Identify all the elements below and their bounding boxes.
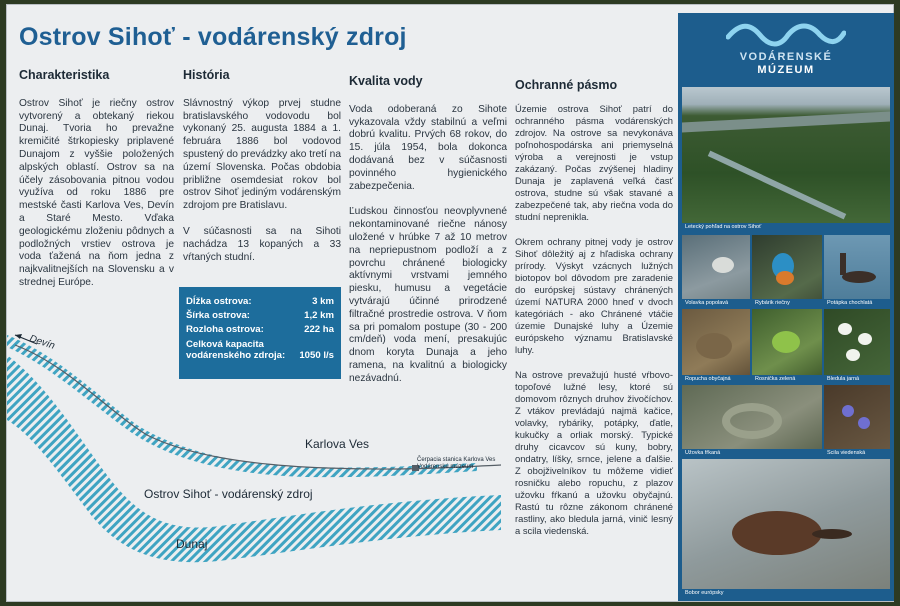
column-paragraph: Na ostrove prevažujú husté vŕbovo-topoľové lužné lesy, ktoré sú domovom rôznych druhov živočíchov. Z vtákov prevládajú najmä kačice, volavky, rybáriky, potápky, ďatle, kukučky a orliak morský. Typické druhy cicavcov sú kuny, bobry, ondatry, líšky, srnce, jelene a ďalšie. Z obojživelníkov tu môžeme vidieť rosničku alebo ropuchu, z plazov užovku fŕkanú a užovku obyčajnú. Rastú tu rôzne zákonom chránené rastliny, ako bledula jarná, vinič lesný a scila viedenská. (515, 369, 673, 536)
wave-logo-icon (726, 21, 846, 47)
column-paragraph: Ľudskou činnosťou neovplyvnené nekontaminované riečne nánosy uložené v hrúbke 7 až 10 metrov na nepriepustnom podloží a z povrchu chránené biologicky aktívnymi vrstvami jemného piesku, humusu a vegetácie vytvárajú účinné prirodzené filtračné prostredie ostrova. V ňom sa pri pomalom postupe (30 - 200 cm/deň) voda mení, presakujúc dnom koryta Dunaja a jeho ramena, na kvalitnú a biologicky nezávadnú. (349, 206, 507, 384)
photo-caption: Letecký pohľad na ostrov Sihoť (685, 224, 762, 230)
logo-line2: MÚZEUM (757, 64, 815, 76)
photo-heron (682, 235, 750, 307)
map-label-dunaj: Dunaj (176, 537, 208, 551)
map-label-karlova-ves: Karlova Ves (305, 437, 370, 451)
stat-label: Dĺžka ostrova: (186, 296, 252, 307)
board-title: Ostrov Sihoť - vodárenský zdroj (19, 23, 407, 51)
photo-caption: Bledula jarná (827, 376, 860, 382)
stat-length (186, 295, 334, 309)
column-paragraph: Voda odoberaná zo Sihote vykazovala vždy stabilnú a veľmi dobrú kvalitu. Prvých 68 rokov, do 15. júla 1954, bola dokonca dodávaná bez v súčasnosti povinného hygienického zabezpečenia. (349, 103, 507, 192)
stat-width (186, 309, 334, 323)
column-paragraph: Ostrov Sihoť je riečny ostrov vytvorený a obtekaný riekou Dunaj. Tvoria ho prevažne kremičité štrkopiesky priplavené Dunajom z vyššie položených alpských oblastí. Ostrov sa na účely zásobovania pitnou vodou využíva od roku 1886 pre mestské časti Karlova Ves, Devín a Staré Mesto. Vďaka geologickému zloženiu pôdnych a podložných vrstiev ostrova je voda ťažená na ňom jedna z najkvalitnejších na Slovensku a v strednej Európe. (19, 97, 174, 288)
photo-beaver (682, 459, 890, 597)
photo-tree-frog (752, 309, 822, 383)
stat-label: Rozloha ostrova: (186, 324, 264, 335)
photo-caption: Rosnička zelená (755, 376, 796, 382)
photo-sidebar (678, 13, 894, 601)
photo-caption: Ropucha obyčajná (685, 376, 731, 382)
column-history (183, 69, 341, 277)
stat-value: 3 km (312, 296, 334, 307)
column-protection-zone (515, 79, 673, 550)
photo-grebe (824, 235, 890, 307)
photo-dice-snake (682, 385, 822, 457)
map-label-devin: Devín (27, 333, 57, 352)
column-heading: Charakteristika (19, 68, 110, 82)
map-label-island: Ostrov Sihoť - vodárenský zdroj (144, 487, 313, 501)
column-paragraph: Územie ostrova Sihoť patrí do ochranného pásma vodárenských zdrojov. Na ostrove sa nevykonáva poľnohospodárska ani priemyselná výroba a verejnosti je vstup zakázaný. Počas zvýšenej hladiny Dunaja je zaplavená veľká časť ostrova, studne sú však stavané a zabezpečené tak, aby riečna voda do studní neprenikla. (515, 103, 673, 222)
photo-scilla (824, 385, 890, 457)
photo-caption: Užovka fŕkaná (685, 450, 721, 456)
map-label-station: Čerpacia stanica Karlova Ves Vodárenské múzeum (417, 457, 496, 470)
logo-line1: VODÁRENSKÉ (739, 51, 833, 63)
column-paragraph: Okrem ochrany pitnej vody je ostrov Sihoť dôležitý aj z hľadiska ochrany prírody. Výskyt vzácnych lužných biotopov bol dôvodom pre zaradenie do európskej sústavy chránených území NATURA 2000 hneď v dvoch kategóriách - ako Chránené vtáčie územie Dunajské luhy a Územie európskeho významu Bratislavské luhy. (515, 236, 673, 355)
photo-kingfisher (752, 235, 822, 307)
photo-snowflake (824, 309, 890, 383)
photo-caption: Potápka chochlatá (827, 300, 873, 306)
stat-label: Šírka ostrova: (186, 310, 250, 321)
stat-label: Celková kapacita vodárenského zdroja: (186, 339, 286, 361)
stat-value: 1,2 km (304, 310, 334, 321)
column-heading: Ochranné pásmo (515, 78, 618, 92)
photo-aerial-view (682, 87, 890, 231)
column-heading: História (183, 68, 230, 82)
column-heading: Kvalita vody (349, 74, 423, 88)
column-paragraph: V súčasnosti sa na Sihoti nachádza 13 kopaných a 33 vŕtaných studní. (183, 225, 341, 263)
photo-caption: Bobor európsky (685, 590, 724, 596)
photo-caption: Scila viedenská (827, 450, 866, 456)
photo-caption: Volavka popolavá (685, 300, 729, 306)
information-board (6, 4, 894, 602)
column-characteristics (19, 69, 174, 303)
photo-toad (682, 309, 750, 383)
photo-caption: Rybárik riečny (755, 300, 790, 306)
stat-value: 222 ha (304, 324, 334, 335)
column-paragraph: Slávnostný výkop prvej studne bratislavského vodovodu bol vykonaný 25. augusta 1884 a 1. februára 1886 bol vodovod spustený do prevádzky ako tretí na území Slovenska. Počas obdobia približne osemdesiat rokov bol ostrov Sihoť jediným vodárenským zdrojom pre Bratislavu. (183, 97, 341, 212)
stat-value: 1050 l/s (299, 350, 334, 361)
museum-logo (678, 13, 894, 85)
